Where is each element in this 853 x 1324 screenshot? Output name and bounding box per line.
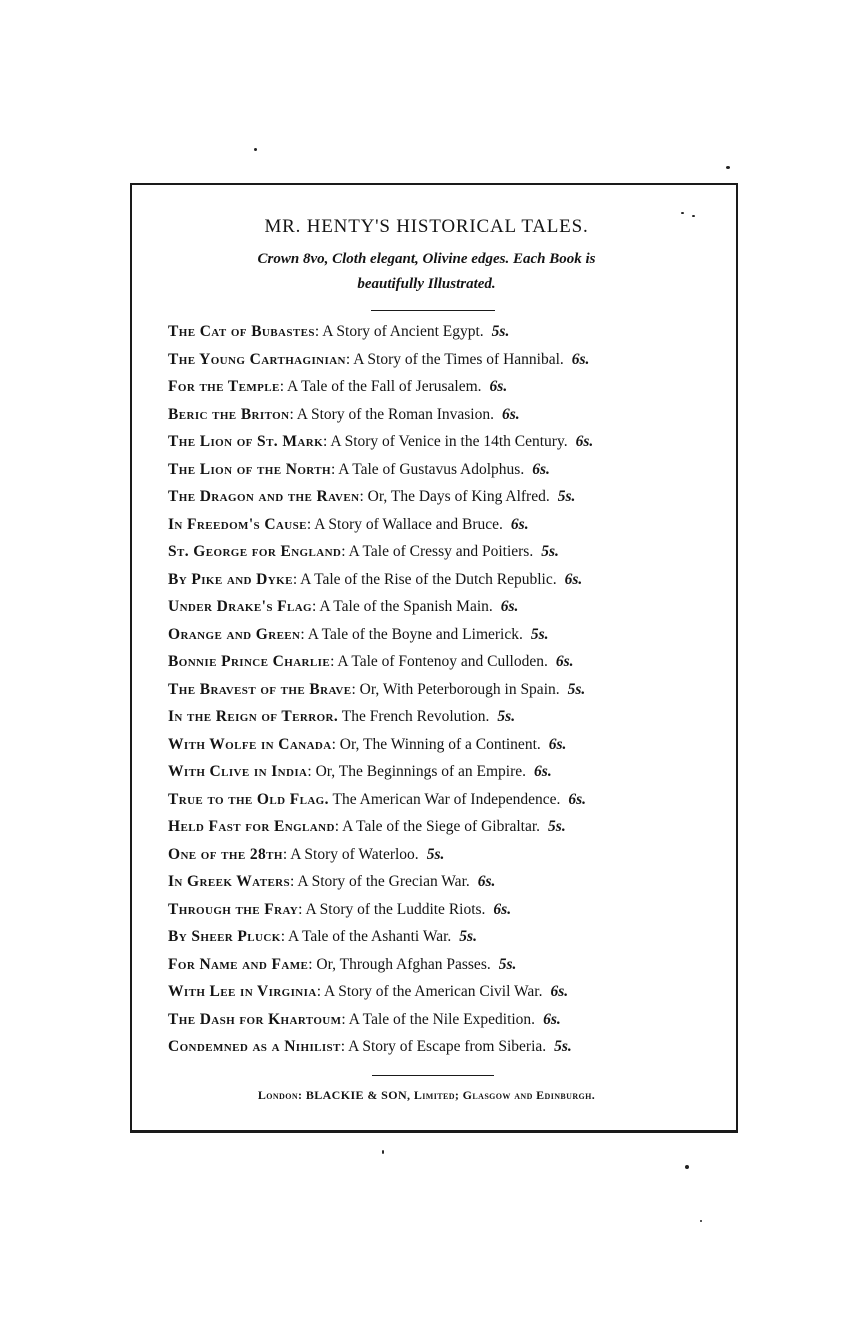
book-description: The American War of Independence. xyxy=(332,790,561,808)
separator: : xyxy=(298,900,306,918)
book-title: The Cat of Bubastes xyxy=(168,323,315,340)
book-description: A Tale of the Boyne and Limerick. xyxy=(307,625,523,643)
book-entry xyxy=(168,703,728,731)
scan-speck xyxy=(685,1165,689,1169)
book-description: A Story of Escape from Siberia. xyxy=(348,1038,547,1055)
book-title: In Freedom's Cause xyxy=(168,515,307,533)
book-description: A Story of the Times of Hannibal. xyxy=(353,350,564,368)
book-price: 6s. xyxy=(543,1010,561,1028)
book-entry xyxy=(168,346,728,374)
book-price: 6s. xyxy=(555,653,574,670)
book-price: 5s. xyxy=(491,323,510,340)
separator: : xyxy=(341,543,349,560)
separator: : xyxy=(292,570,301,588)
book-description: A Tale of the Siege of Gibraltar. xyxy=(342,818,541,835)
imprint-cities: Glasgow and Edinburgh. xyxy=(462,1088,596,1102)
book-entry xyxy=(168,373,728,401)
book-description: A Story of Wallace and Bruce. xyxy=(314,515,503,533)
separator: : xyxy=(316,983,325,1000)
separator: : xyxy=(345,350,354,368)
separator: : xyxy=(290,873,298,890)
book-description: Or, With Peterborough in Spain. xyxy=(359,680,560,698)
separator: : xyxy=(300,625,308,643)
book-title: Condemned as a Nihilist xyxy=(168,1038,341,1055)
book-price: 5s. xyxy=(530,625,549,643)
separator: : xyxy=(314,323,323,340)
book-price: 6s. xyxy=(568,790,587,808)
book-price: 5s. xyxy=(548,818,566,835)
book-price: 6s. xyxy=(564,570,583,588)
book-price: 5s. xyxy=(541,543,559,560)
book-entry xyxy=(168,731,728,759)
book-price: 6s. xyxy=(532,460,550,478)
book-title: Orange and Green xyxy=(168,625,301,643)
book-title: One of the 28th xyxy=(168,845,283,863)
book-description: A Story of Waterloo. xyxy=(290,845,419,863)
separator: : xyxy=(308,955,317,973)
page-title: MR. HENTY'S HISTORICAL TALES. xyxy=(264,216,589,237)
book-entry xyxy=(168,676,728,704)
book-title: For the Temple xyxy=(168,378,280,395)
separator: : xyxy=(280,928,289,945)
book-description: A Story of Venice in the 14th Century. xyxy=(330,433,568,450)
book-entry xyxy=(168,868,728,896)
book-entry xyxy=(168,483,728,511)
book-entry xyxy=(168,896,728,924)
scan-speck xyxy=(254,148,257,151)
separator: : xyxy=(359,488,368,505)
book-price: 6s. xyxy=(477,873,496,890)
book-entry xyxy=(168,566,728,594)
book-description: A Story of Ancient Egypt. xyxy=(322,323,484,340)
book-entry xyxy=(168,538,728,566)
book-description: Or, The Beginnings of an Empire. xyxy=(315,763,527,780)
book-price: 6s. xyxy=(501,405,520,423)
book-price: 6s. xyxy=(550,983,569,1000)
book-title: The Dash for Khartoum xyxy=(168,1010,342,1028)
book-title: With Lee in Virginia xyxy=(168,983,317,1000)
book-entry xyxy=(168,978,728,1006)
book-price: 5s. xyxy=(498,955,517,973)
book-entry xyxy=(168,428,728,456)
separator: : xyxy=(334,818,343,835)
imprint-publisher: BLACKIE & SON, xyxy=(305,1088,414,1102)
book-entry xyxy=(168,1033,728,1061)
book-price: 6s. xyxy=(493,900,512,918)
book-description: A Tale of the Ashanti War. xyxy=(288,928,452,945)
top-divider xyxy=(371,310,495,311)
book-entry xyxy=(168,786,728,814)
book-title: The Lion of the North xyxy=(168,460,331,478)
separator: : xyxy=(323,433,331,450)
book-price: 6s. xyxy=(548,735,567,753)
book-entry xyxy=(168,456,728,484)
book-list xyxy=(168,318,728,1061)
separator: : xyxy=(282,845,291,863)
book-price: 6s. xyxy=(534,763,552,780)
book-price: 6s. xyxy=(489,378,508,395)
separator: : xyxy=(307,763,316,780)
book-price: 5s. xyxy=(497,708,516,725)
book-title: With Clive in India xyxy=(168,763,308,780)
book-price: 5s. xyxy=(459,928,477,945)
book-description: Or, The Days of King Alfred. xyxy=(367,488,550,505)
book-description: A Tale of the Fall of Jerusalem. xyxy=(287,378,482,395)
imprint-limited: Limited xyxy=(413,1088,455,1102)
book-title: Through the Fray xyxy=(168,900,299,918)
separator: : xyxy=(330,653,338,670)
imprint-separator: : xyxy=(298,1088,306,1102)
book-price: 6s. xyxy=(575,433,594,450)
separator: : xyxy=(279,378,288,395)
book-description: The French Revolution. xyxy=(341,708,490,725)
publisher-imprint xyxy=(0,1088,853,1103)
book-description: Or, Through Afghan Passes. xyxy=(316,955,491,973)
separator: : xyxy=(330,460,339,478)
book-description: A Story of the Roman Invasion. xyxy=(296,405,494,423)
separator: : xyxy=(351,680,360,698)
book-title: Held Fast for England xyxy=(168,818,335,835)
book-title: For Name and Fame xyxy=(168,955,309,973)
book-description: A Story of the Grecian War. xyxy=(297,873,470,890)
subtitle-line-1: Crown 8vo, Cloth elegant, Olivine edges. Each Book is xyxy=(257,251,596,267)
book-title: By Pike and Dyke xyxy=(168,570,293,588)
separator: : xyxy=(289,405,297,423)
book-entry xyxy=(168,813,728,841)
separator: : xyxy=(341,1010,349,1028)
scan-speck xyxy=(382,1150,384,1154)
book-description: A Tale of Gustavus Adolphus. xyxy=(338,460,525,478)
book-title: Beric the Briton xyxy=(168,405,290,423)
book-description: A Tale of the Spanish Main. xyxy=(319,598,493,615)
book-description: A Story of the Luddite Riots. xyxy=(305,900,486,918)
book-title: Under Drake's Flag xyxy=(168,598,313,615)
separator: : xyxy=(312,598,320,615)
scan-speck xyxy=(700,1220,702,1222)
imprint-separator: ; xyxy=(454,1088,463,1102)
book-entry xyxy=(168,841,728,869)
book-entry xyxy=(168,1006,728,1034)
book-description: A Tale of Cressy and Poitiers. xyxy=(348,543,534,560)
book-entry xyxy=(168,648,728,676)
book-description: A Tale of Fontenoy and Culloden. xyxy=(337,653,548,670)
book-price: 5s. xyxy=(557,488,576,505)
book-entry xyxy=(168,951,728,979)
book-price: 6s. xyxy=(571,350,590,368)
book-entry xyxy=(168,923,728,951)
subtitle-line-2: beautifully Illustrated. xyxy=(357,276,496,292)
book-title: True to the Old Flag. xyxy=(168,790,329,808)
book-price: 6s. xyxy=(510,515,529,533)
book-description: A Tale of the Nile Expedition. xyxy=(348,1010,536,1028)
book-entry xyxy=(168,511,728,539)
book-title: The Bravest of the Brave xyxy=(168,680,352,698)
separator: : xyxy=(306,515,315,533)
book-price: 5s. xyxy=(567,680,586,698)
separator: : xyxy=(340,1038,349,1055)
book-entry xyxy=(168,401,728,429)
book-price: 5s. xyxy=(426,845,445,863)
book-title: In the Reign of Terror. xyxy=(168,708,339,725)
book-title: The Young Carthaginian xyxy=(168,350,346,368)
book-description: A Tale of the Rise of the Dutch Republic. xyxy=(300,570,557,588)
book-entry xyxy=(168,318,728,346)
bottom-divider xyxy=(372,1075,494,1076)
book-entry xyxy=(168,593,728,621)
book-title: St. George for England xyxy=(168,543,342,560)
imprint-london: London xyxy=(257,1088,299,1102)
book-description: Or, The Winning of a Continent. xyxy=(339,735,541,753)
book-title: By Sheer Pluck xyxy=(168,928,281,945)
scan-speck xyxy=(726,166,730,169)
book-price: 6s. xyxy=(500,598,519,615)
book-title: In Greek Waters xyxy=(168,873,291,890)
book-title: The Dragon and the Raven xyxy=(168,488,360,505)
book-entry xyxy=(168,621,728,649)
book-title: With Wolfe in Canada xyxy=(168,735,332,753)
separator: : xyxy=(331,735,340,753)
book-description: A Story of the American Civil War. xyxy=(324,983,543,1000)
book-title: Bonnie Prince Charlie xyxy=(168,653,331,670)
book-entry xyxy=(168,758,728,786)
book-price: 5s. xyxy=(554,1038,572,1055)
book-title: The Lion of St. Mark xyxy=(168,433,324,450)
